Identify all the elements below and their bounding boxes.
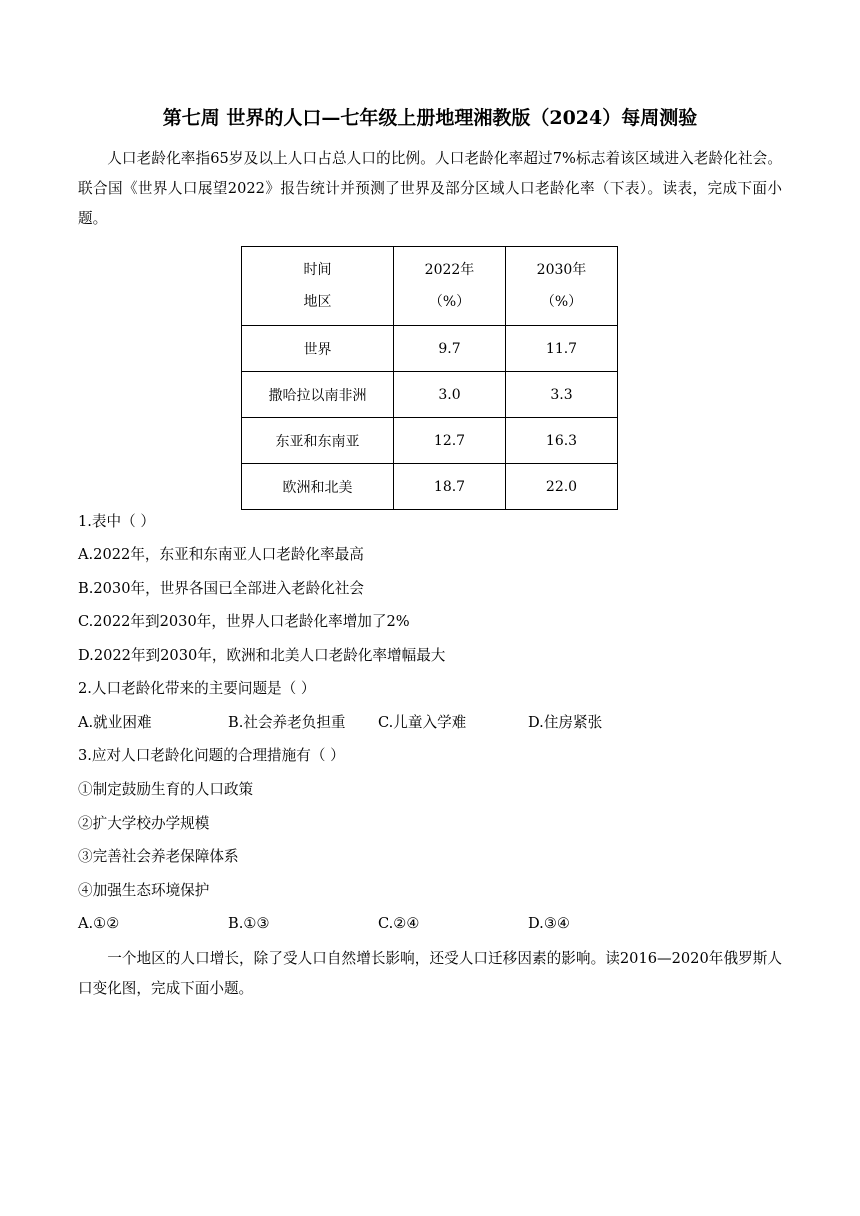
q3-item-3: ③完善社会养老保障体系: [78, 848, 239, 865]
header-2022-year: 2022年: [424, 262, 475, 278]
q1-stem: 1.表中（ ）: [78, 513, 155, 530]
region-cell: 世界: [242, 326, 394, 372]
value-2022-cell: 18.7: [394, 464, 506, 510]
q3-stem: 3.应对人口老龄化问题的合理措施有（ ）: [78, 747, 345, 764]
region-cell: 欧洲和北美: [242, 464, 394, 510]
table-row: [242, 418, 618, 464]
value-2030-cell: 22.0: [506, 464, 618, 510]
q3-item-4: ④加强生态环境保护: [78, 882, 210, 899]
q3-option-b: B.①③: [228, 915, 270, 932]
q1-option-d: D.2022年到2030年，欧洲和北美人口老龄化率增幅最大: [78, 647, 446, 664]
value-2030-cell: 11.7: [506, 326, 618, 372]
q1-option-a: A.2022年，东亚和东南亚人口老龄化率最高: [78, 546, 364, 563]
intro-paragraph-2: 一个地区的人口增长，除了受人口自然增长影响，还受人口迁移因素的影响。读2016—2020年俄罗斯人口变化图，完成下面小题。: [78, 950, 782, 997]
table-corner-cell: [242, 247, 394, 326]
corner-region-label: 地区: [303, 294, 332, 310]
q3-option-a: A.①②: [78, 915, 120, 932]
value-2022-cell: 12.7: [394, 418, 506, 464]
value-2022-cell: 3.0: [394, 372, 506, 418]
document-title: 第七周 世界的人口—七年级上册地理湘教版（2024）每周测验: [162, 107, 698, 129]
header-2030-cell: [506, 247, 618, 326]
q1-option-c: C.2022年到2030年，世界人口老龄化率增加了2%: [78, 613, 410, 630]
q3-option-c: C.②④: [378, 915, 420, 932]
region-cell: 东亚和东南亚: [242, 418, 394, 464]
value-2022-cell: 9.7: [394, 326, 506, 372]
q3-item-1: ①制定鼓励生育的人口政策: [78, 781, 254, 798]
q1-option-b: B.2030年，世界各国已全部进入老龄化社会: [78, 580, 365, 597]
q2-option-d: D.住房紧张: [528, 714, 603, 731]
q2-option-a: A.就业困难: [78, 714, 152, 731]
header-2030-unit: （%）: [540, 294, 583, 310]
table-row: [242, 326, 618, 372]
table-row: [242, 464, 618, 510]
table-header-row: [242, 247, 618, 326]
q2-stem: 2.人口老龄化带来的主要问题是（ ）: [78, 680, 316, 697]
q2-option-b: B.社会养老负担重: [228, 714, 346, 731]
value-2030-cell: 16.3: [506, 418, 618, 464]
q3-item-2: ②扩大学校办学规模: [78, 815, 210, 832]
aging-rate-table: [241, 246, 618, 510]
intro-paragraph: 人口老龄化率指65岁及以上人口占总人口的比例。人口老龄化率超过7%标志着该区域进入老龄化社会。联合国《世界人口展望2022》报告统计并预测了世界及部分区域人口老龄化率（下表）。读表，完成下面小题。: [78, 150, 782, 227]
corner-time-label: 时间: [303, 262, 332, 278]
header-2022-unit: （%）: [428, 294, 471, 310]
q3-option-d: D.③④: [528, 915, 570, 932]
header-2022-cell: [394, 247, 506, 326]
value-2030-cell: 3.3: [506, 372, 618, 418]
table-row: [242, 372, 618, 418]
q2-option-c: C.儿童入学难: [378, 714, 467, 731]
header-2030-year: 2030年: [536, 262, 587, 278]
region-cell: 撒哈拉以南非洲: [242, 372, 394, 418]
